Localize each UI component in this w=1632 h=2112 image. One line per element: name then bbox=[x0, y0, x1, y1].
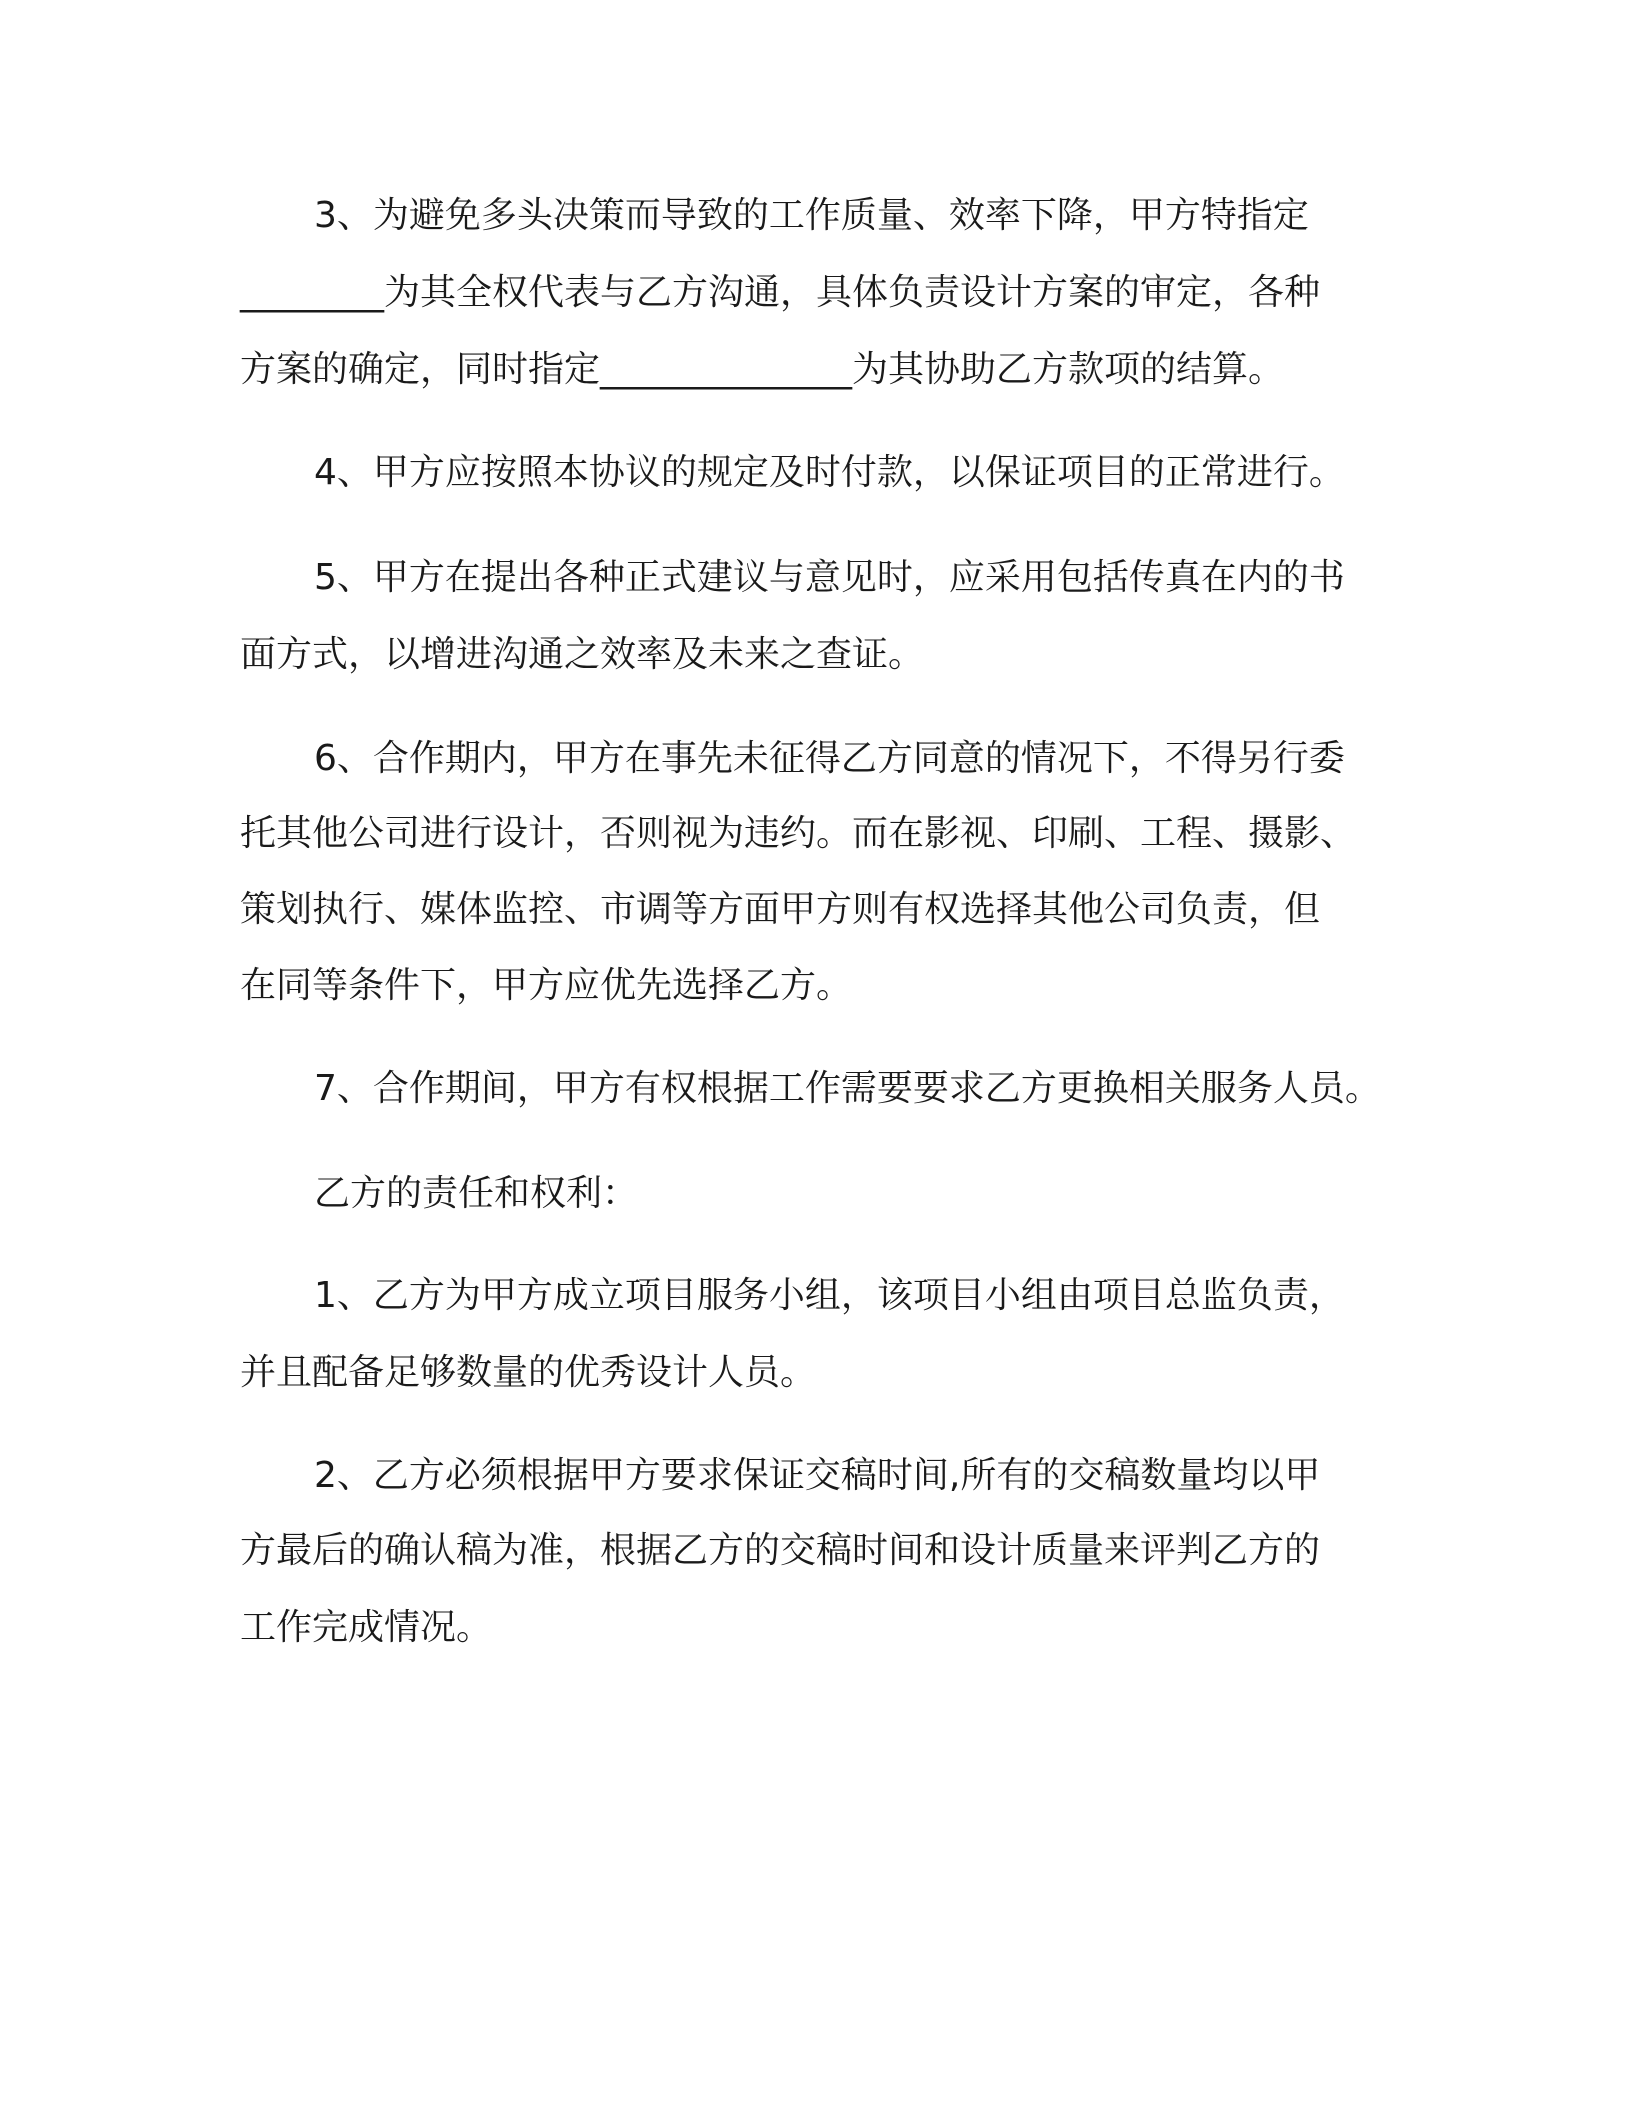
paragraph-line: 面方式，以增进沟通之效率及未来之查证。 bbox=[240, 634, 925, 675]
section-heading-text: 乙方的责任和权利： bbox=[314, 1173, 639, 1214]
paragraph-line: 3、为避免多头决策而导致的工作质量、效率下降，甲方特指定 bbox=[314, 195, 1309, 236]
paragraph-line: 方最后的确认稿为准，根据乙方的交稿时间和设计质量来评判乙方的 bbox=[240, 1530, 1321, 1571]
paragraph-line: 4、甲方应按照本协议的规定及时付款，以保证项目的正常进行。 bbox=[314, 452, 1345, 493]
paragraph-line: 策划执行、媒体监控、市调等方面甲方则有权选择其他公司负责，但 bbox=[240, 889, 1321, 930]
paragraph-line: 托其他公司进行设计，否则视为违约。而在影视、印刷、工程、摄影、 bbox=[240, 813, 1357, 854]
paragraph-line: 6、合作期内，甲方在事先未征得乙方同意的情况下，不得另行委 bbox=[314, 738, 1345, 779]
paragraph-line: 方案的确定，同时指定______________为其协助乙方款项的结算。 bbox=[240, 349, 1285, 390]
paragraph-line: 在同等条件下，甲方应优先选择乙方。 bbox=[240, 965, 853, 1006]
paragraph-line: 2、乙方必须根据甲方要求保证交稿时间,所有的交稿数量均以甲 bbox=[314, 1455, 1321, 1496]
paragraph-line: 工作完成情况。 bbox=[240, 1607, 493, 1648]
paragraph-line: 1、乙方为甲方成立项目服务小组，该项目小组由项目总监负责， bbox=[314, 1275, 1345, 1316]
paragraph-line: 7、合作期间，甲方有权根据工作需要要求乙方更换相关服务人员。 bbox=[314, 1068, 1381, 1109]
paragraph-line: ________为其全权代表与乙方沟通，具体负责设计方案的审定，各种 bbox=[240, 272, 1321, 313]
paragraph-line: 并且配备足够数量的优秀设计人员。 bbox=[240, 1352, 817, 1393]
paragraph-line: 5、甲方在提出各种正式建议与意见时，应采用包括传真在内的书 bbox=[314, 557, 1345, 598]
